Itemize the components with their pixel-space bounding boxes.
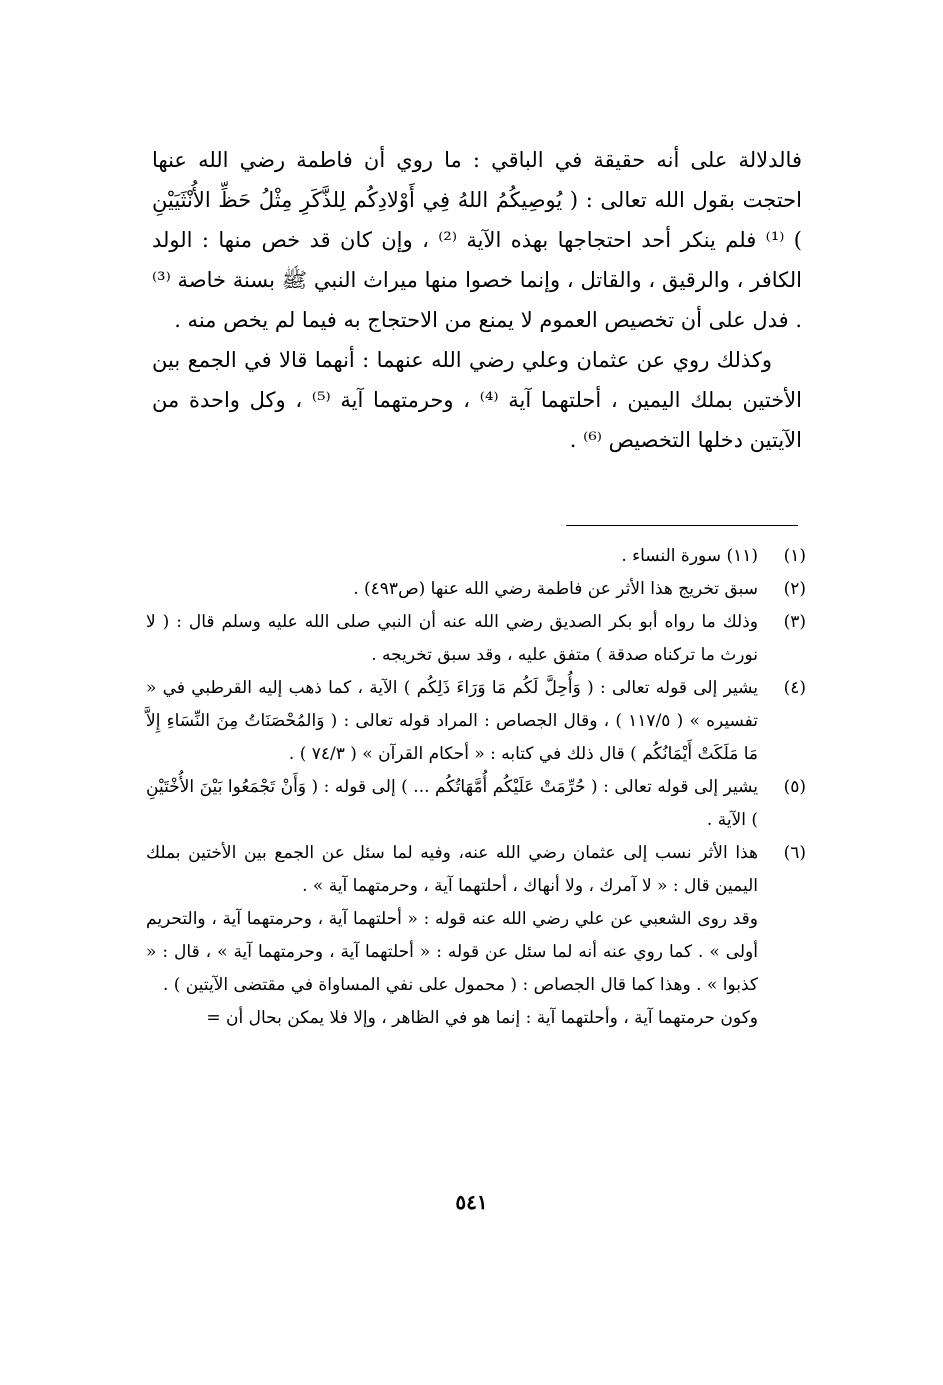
footnote-number: (٣) <box>783 612 806 632</box>
main-text <box>152 140 802 460</box>
footnote-separator <box>566 525 798 526</box>
footnote-text: وقد روى الشعبي عن علي رضي الله عنه قوله : « أحلتهما آية ، وحرمتهما آية ، والتحريم أولى » . كما روي عنه أنه لما سئل عن قوله : « أحلتهما آية ، وحرمتهما آية » ، قال : « كذبوا » . وهذا كما قال الجصاص : ( محمول على نفي المساواة في مقتضى الآيتين ) . <box>146 909 758 995</box>
footnote-6 <box>146 837 806 1035</box>
footnotes <box>146 540 806 1035</box>
footnote-number: (٥) <box>783 777 806 797</box>
footnote-number: (٦) <box>783 843 806 863</box>
footnote-text: (١١) سورة النساء . <box>621 546 758 566</box>
main-paragraph-1: فالدلالة على أنه حقيقة في الباقي : ما روي أن فاطمة رضي الله عنها احتجت بقول الله تعالى : ( يُوصِيكُمُ اللهُ فِي أَوْلادِكُم لِلذَّكَرِ مِثْلُ حَظِّ الأُنْثَيَيْنِ ) ⁽¹⁾ فلم ينكر أحد احتجاجها بهذه الآية ⁽²⁾ ، وإن كان قد خص منها : الولد الكافر ، والرقيق ، والقاتل ، وإنما خصوا منها ميراث النبي ﷺ بسنة خاصة ⁽³⁾ . فدل على أن تخصيص العموم لا يمنع من الاحتجاج به فيما لم يخص منه . <box>152 148 802 332</box>
footnote-1 <box>146 540 806 573</box>
footnote-5 <box>146 771 806 837</box>
footnote-text: يشير إلى قوله تعالى : ( حُرِّمَتْ عَلَيْكُم أُمَّهَاتُكُم ... ) إلى قوله : ( وَأَنْ تَجْمَعُوا بَيْنَ الأُخْتَيْنِ ) الآية . <box>146 777 758 830</box>
footnote-number: (١) <box>783 546 806 566</box>
footnote-text: سبق تخريج هذا الأثر عن فاطمة رضي الله عنها (ص٤٩٣) . <box>353 579 758 599</box>
footnote-text: يشير إلى قوله تعالى : ( وَأُحِلَّ لَكُم مَا وَرَاءَ ذَلِكُم ) الآية ، كما ذهب إليه القرطبي في « تفسيره » ( ١١٧/٥ ) ، وقال الجصاص : المراد قوله تعالى : ( وَالمُحْصَنَاتُ مِنَ النِّسَاءِ إِلاَّ مَا مَلَكَتْ أَيْمَانُكُم ) قال ذلك في كتابه : « أحكام القرآن » ( ٧٤/٣ ) . <box>146 678 758 764</box>
footnote-text: وذلك ما رواه أبو بكر الصديق رضي الله عنه أن النبي صلى الله عليه وسلم قال : ( لا نورث ما تركناه صدقة ) متفق عليه ، وقد سبق تخريجه . <box>146 612 758 665</box>
footnote-number: (٤) <box>783 678 806 698</box>
footnote-text: هذا الأثر نسب إلى عثمان رضي الله عنه، وفيه لما سئل عن الجمع بين الأختين بملك اليمين قال : « لا آمرك ، ولا أنهاك ، أحلتهما آية ، وحرمتهما آية » . <box>146 843 758 896</box>
footnote-4 <box>146 672 806 771</box>
page-number: ٥٤١ <box>455 1190 488 1214</box>
main-paragraph-2: وكذلك روي عن عثمان وعلي رضي الله عنهما : أنهما قالا في الجمع بين الأختين بملك اليمين ، أحلتهما آية ⁽⁴⁾ ، وحرمتهما آية ⁽⁵⁾ ، وكل واحدة من الآيتين دخلها التخصيص ⁽⁶⁾ . <box>152 348 802 452</box>
footnote-2 <box>146 573 806 606</box>
footnote-text: وكون حرمتهما آية ، وأحلتهما آية : إنما هو في الظاهر ، وإلا فلا يمكن بحال أن = <box>206 1008 758 1028</box>
footnote-3 <box>146 606 806 672</box>
footnote-number: (٢) <box>783 579 806 599</box>
